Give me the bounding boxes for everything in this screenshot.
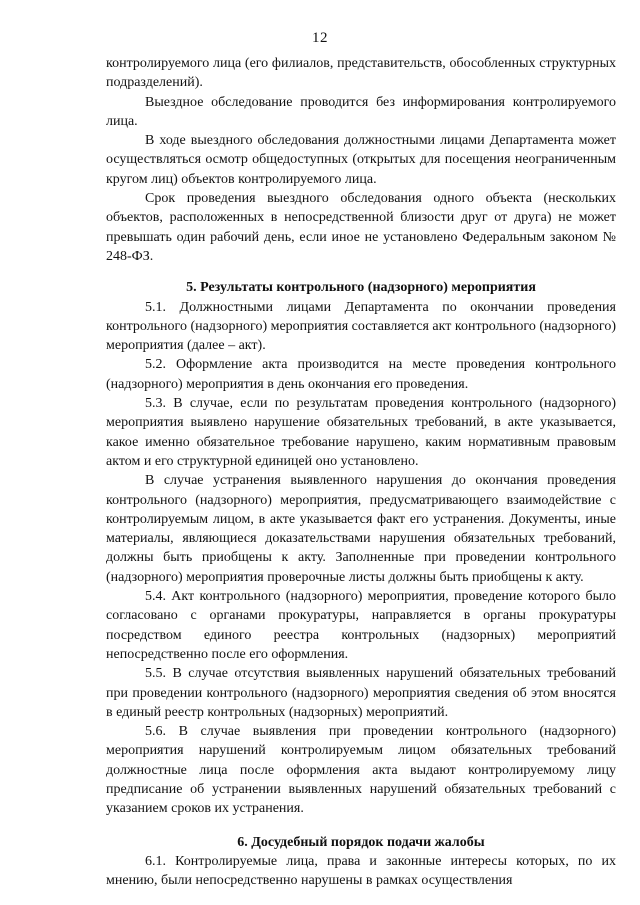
paragraph-5-6: 5.6. В случае выявления при проведении контрольного (надзорного) мероприятия нарушений контролируемым лицом обязательных требований должностные лица после оформления акта выдают контролируемому лицу предписание об устранении выявленных нарушений обязательных требований с указанием сроков их устранения. [106, 724, 616, 817]
paragraph-5-5: 5.5. В случае отсутствия выявленных нарушений обязательных требований при проведении контрольного (надзорного) мероприятия сведения об этом вносятся в единый реестр контрольных (надзорных) мероприятий. [106, 666, 616, 720]
paragraph: контролируемого лица (его филиалов, представительств, обособленных структурных подразделений). [106, 56, 616, 91]
section-spacer [106, 819, 616, 833]
paragraph-6-1: 6.1. Контролируемые лица, права и законные интересы которых, по их мнению, были непосредственно нарушены в рамках осуществления [106, 853, 616, 889]
paragraph-5-3: 5.3. В случае, если по результатам проведения контрольного (надзорного) мероприятия выявлено нарушение обязательных требований, в акте указывается, какое именно обязательное требование нарушено, каким нормативным правовым актом и его структурной единицей оно установлено. [106, 396, 616, 469]
paragraph: Выездное обследование проводится без информирования контролируемого лица. [106, 94, 616, 129]
paragraph-5-1: 5.1. Должностными лицами Департамента по окончании проведения контрольного (надзорного) мероприятия составляется акт контрольного (надзорного) мероприятия (далее – акт). [106, 299, 616, 354]
section-spacer [106, 266, 616, 278]
paragraph: В ходе выездного обследования должностными лицами Департамента может осуществляться осмотр общедоступных (открытых для посещения неограниченным кругом лиц) объектов контролируемого лица. [106, 133, 616, 187]
section-heading-5: 5. Результаты контрольного (надзорного) мероприятия [186, 280, 536, 296]
document-body [106, 54, 616, 890]
section-heading-6: 6. Досудебный порядок подачи жалобы [237, 834, 485, 850]
paragraph-5-2: 5.2. Оформление акта производится на месте проведения контрольного (надзорного) мероприятия в день окончания его проведения. [106, 357, 616, 392]
paragraph: В случае устранения выявленного нарушения до окончания проведения контрольного (надзорного) мероприятия, предусматривающего взаимодействие с контролируемым лицом, в акте указывается факт его устранения. Документы, иные материалы, являющиеся доказательствами нарушения обязательных требований, должны быть приобщены к акту. Заполненные при проведении контрольного (надзорного) мероприятия проверочные листы должны быть приобщены к акту. [106, 473, 616, 585]
paragraph: Срок проведения выездного обследования одного объекта (нескольких объектов, расположенных в непосредственной близости друг от друга) не может превышать один рабочий день, если иное не установлено Федеральным законом № 248-ФЗ. [106, 191, 616, 264]
paragraph-5-4: 5.4. Акт контрольного (надзорного) мероприятия, проведение которого было согласовано с органами прокуратуры, направляется в органы прокуратуры посредством единого реестра контрольных (надзорных) мероприятий непосредственно после его оформления. [106, 589, 616, 662]
page-number: 12 [312, 30, 328, 46]
